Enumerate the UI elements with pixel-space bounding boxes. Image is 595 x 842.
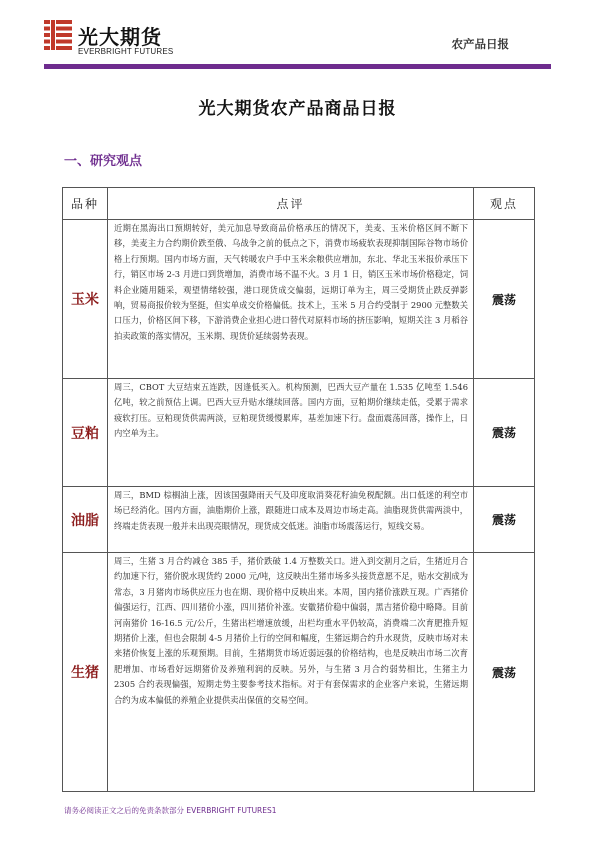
- company-logo-icon: [44, 20, 72, 50]
- column-header-category: 品种: [63, 188, 108, 220]
- page-header: [0, 0, 595, 75]
- view-cell: 震荡: [474, 379, 535, 487]
- report-type-label: 农产品日报: [451, 37, 509, 51]
- header-divider: [44, 64, 551, 69]
- table-row: [63, 487, 535, 553]
- logo-english-name: EVERBRIGHT FUTURES: [78, 47, 174, 56]
- logo-chinese-name: 光大期货: [78, 25, 162, 49]
- comment-cell: 近期在黑海出口预期转好，美元加息导致商品价格承压的情况下，美麦、玉米价格区间不断下移，美麦主力合约期价跌至俄、乌战争之前的低点之下，消费市场疲软表现抑制国际谷物市场价格上行预期。国内市场方面，天气转暖农户手中玉米余粮供应增加，东北、华北玉米报价承压下行，销区市场 2-3 月进口到货增加，消费市场不温不火。3 月 1 日，销区玉米市场价格稳定，饲料企业随用随采，观望情绪较强，港口现货成交偏弱，远期订单为主，周三受期货止跌反弹影响，贸易商报价较为坚挺，但实单成交价格偏低。技术上，玉米 5 月合约受制于 2900 元整数关口压力，价格区间下移，下游消费企业担心进口替代对原料市场的挤压影响，短期关注 3 月稻谷拍卖政策的落实情况，玉米期、现货价延续弱势表现。: [108, 220, 474, 379]
- category-cell: 生猪: [63, 553, 108, 792]
- table-header-row: [63, 188, 535, 220]
- column-header-comment: 点评: [108, 188, 474, 220]
- category-cell: 油脂: [63, 487, 108, 553]
- category-cell: 豆粕: [63, 379, 108, 487]
- comment-cell: 周三，BMD 棕榈油上涨，因该国强降雨天气及印度取消葵花籽油免税配额。出口低迷的利空市场已经消化。国内方面，油脂期价上涨，跟随进口成本及周边市场走高。油脂现货供需两淡中，终端走货表现一般并未出现亮眼情况，现货成交低迷。油脂市场震荡运行，短线交易。: [108, 487, 474, 553]
- view-cell: 震荡: [474, 553, 535, 792]
- research-view-table: [62, 187, 534, 792]
- report-title: 光大期货农产品商品日报: [198, 99, 397, 119]
- column-header-view: 观点: [474, 188, 535, 220]
- category-cell: 玉米: [63, 220, 108, 379]
- view-cell: 震荡: [474, 220, 535, 379]
- table-row: [63, 553, 535, 792]
- section-heading: 一、研究观点: [64, 154, 143, 169]
- table-row: [63, 379, 535, 487]
- comment-cell: 周三，CBOT 大豆结束五连跌，因逢低买入。机构预测，巴西大豆产量在 1.535 亿吨至 1.546 亿吨，较之前预估上调。巴西大豆升贴水继续回落。国内方面，豆粕期价继续走低，受累于需求疲软打压。豆粕现货供需两淡，豆粕现货缓慢累库，基差加速下行。盘面震荡回落，操作上，日内空单为主。: [108, 379, 474, 487]
- comment-cell: 周三，生猪 3 月合约减仓 385 手，猪价跌破 1.4 万整数关口。进入到交割月之后，生猪近月合约加速下行，猪价脱水现货约 2000 元/吨，这反映出生猪市场多头接货意愿不足，贴水交割成为常态，3 月猪肉市场供应压力也在期、现价格中反映出来。本周，国内猪价涨跌互现。广西猪价偏强运行，江西、四川猪价小涨，四川猪价补涨。安徽猪价稳中偏弱，黑吉猪价稳中略降。目前河南猪价 16-16.5 元/公斤，生猪出栏增速放缓，出栏均重水平仍较高，消费端二次育肥推升短期猪价上涨，但也会限制 4-5 月猪价上行的空间和幅度，生猪远期合约升水现货，反映市场对未来猪价恢复上涨的乐观预期。目前，生猪期货市场近弱远强的价格结构，也是反映出市场二次育肥增加、市场看好远期猪价及养殖利润的反映。另外，与生猪 3 月合约弱势相比，生猪主力 2305 合约表现偏强，短期走势主要参考技术指标。对于有套保需求的企业客户来说，生猪远期合约为成本偏低的养殖企业提供卖出保值的交易空间。: [108, 553, 474, 792]
- view-cell: 震荡: [474, 487, 535, 553]
- table-row: [63, 220, 535, 379]
- page-footer-disclaimer: 请务必阅读正文之后的免责条款部分 EVERBRIGHT FUTURES1: [64, 806, 277, 815]
